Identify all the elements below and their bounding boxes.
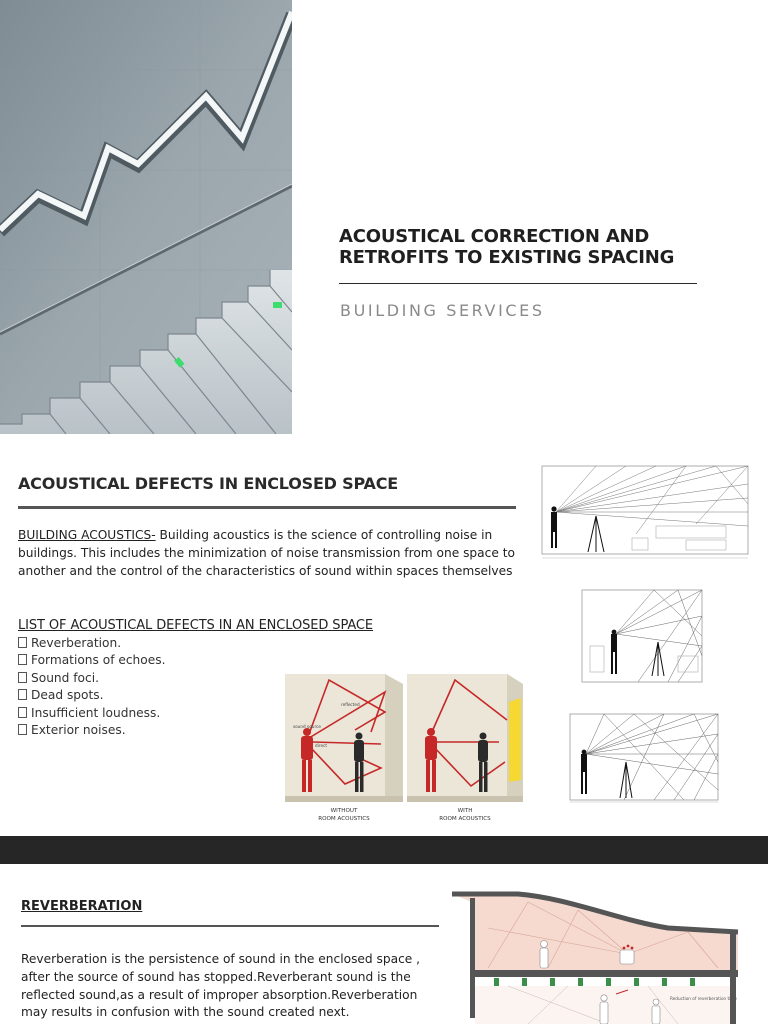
presentation-subtitle: BUILDING SERVICES — [340, 301, 545, 320]
bullet-box-icon — [18, 637, 27, 648]
heading-divider — [18, 506, 516, 509]
list-item: Sound foci. — [18, 670, 165, 687]
list-item: Formations of echoes. — [18, 652, 165, 669]
caption-without-line1: WITHOUT — [330, 808, 358, 814]
defects-list — [18, 635, 165, 739]
bullet-box-icon — [18, 707, 27, 718]
label-reflected: reflected — [341, 702, 360, 707]
defects-list-title: LIST OF ACOUSTICAL DEFECTS IN AN ENCLOSED SPACE — [18, 618, 374, 633]
list-item: Insufficient loudness. — [18, 705, 165, 722]
building-acoustics-paragraph — [18, 526, 518, 580]
reverberation-slide — [0, 864, 768, 1024]
defects-heading: ACOUSTICAL DEFECTS IN ENCLOSED SPACE — [18, 474, 398, 493]
list-item: Reverberation. — [18, 635, 165, 652]
paragraph-lead: BUILDING ACOUSTICS- — [18, 528, 156, 542]
reverberation-heading: REVERBERATION — [21, 899, 143, 914]
label-direct: direct — [315, 743, 327, 748]
title-divider — [339, 283, 697, 284]
bullet-box-icon — [18, 724, 27, 735]
sound-ray-section-diagram-1 — [536, 464, 750, 564]
label-sound-source: sound source — [293, 724, 321, 729]
paragraph-body: Building acoustics is the science of controlling noise in buildings. This includes the minimization of noise transmission from one space to another and the control of the characteristics of sound within spaces themselves — [18, 528, 515, 578]
caption-with-line1: WITH — [457, 808, 473, 814]
title-line-2: RETROFITS TO EXISTING SPACING — [339, 247, 675, 268]
room-acoustics-comparison-figure — [285, 672, 525, 827]
auditorium-section-diagram — [448, 888, 748, 1024]
list-item: Dead spots. — [18, 687, 165, 704]
caption-with-line2: ROOM ACOUSTICS — [439, 816, 491, 822]
defects-slide — [0, 446, 768, 836]
title-line-1: ACOUSTICAL CORRECTION AND — [339, 226, 650, 247]
sound-ray-section-diagram-2 — [578, 586, 704, 686]
bullet-box-icon — [18, 672, 27, 683]
staircase-growth-arrow-photo — [0, 0, 292, 434]
caption-without-line2: ROOM ACOUSTICS — [318, 816, 370, 822]
sound-ray-section-diagram-3 — [564, 710, 720, 806]
hall-note: Reduction of reverberation time — [670, 996, 737, 1001]
bullet-box-icon — [18, 689, 27, 700]
reverberation-paragraph: Reverberation is the persistence of sound in the enclosed space , after the source of sound has stopped.Reverberant sound is the reflected sound,as a result of improper absorption.Reverberation may results in confusion with the sound created next. — [21, 952, 421, 1020]
title-slide — [0, 0, 768, 434]
list-item: Exterior noises. — [18, 722, 165, 739]
reverberation-divider — [21, 925, 439, 927]
slide-separator-band — [0, 836, 768, 864]
presentation-title — [339, 226, 719, 268]
bullet-box-icon — [18, 654, 27, 665]
